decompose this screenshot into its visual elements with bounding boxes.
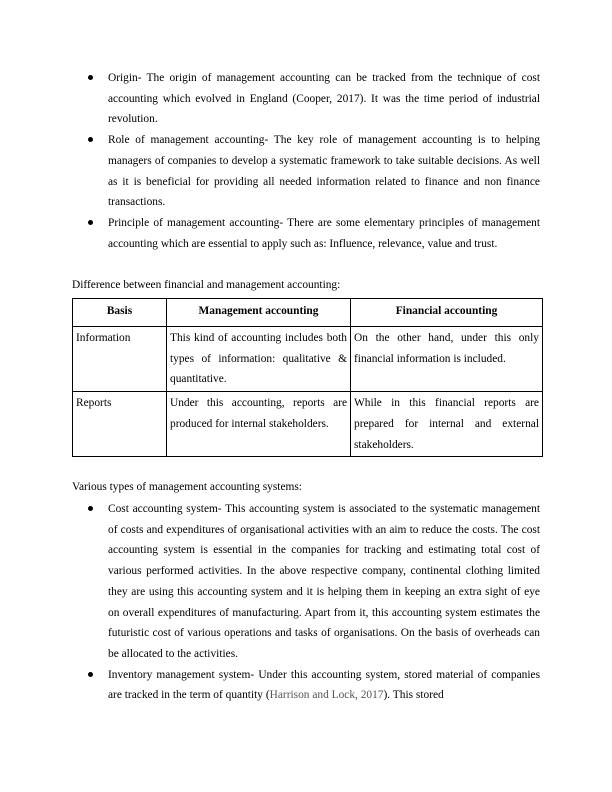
table-cell: Information xyxy=(73,327,167,392)
bullet-icon xyxy=(88,137,93,142)
citation-text: Harrison and Lock, 2017 xyxy=(269,689,384,702)
bullet-icon xyxy=(88,506,93,511)
table-header-row xyxy=(73,299,543,327)
table-cell: While in this financial reports are prepared for internal and external stakeholders. xyxy=(351,392,543,457)
column-header: Basis xyxy=(73,299,167,327)
bullet-text: Principle of management accounting- There are some elementary principles of management accounting which are essential to apply such as: Influence, relevance, value and trust. xyxy=(108,216,540,250)
table-cell: On the other hand, under this only financial information is included. xyxy=(351,327,543,392)
bullet-list-top xyxy=(108,68,540,254)
table-cell: This kind of accounting includes both types of information: qualitative & quantitative. xyxy=(167,327,351,392)
bullet-icon xyxy=(88,75,93,80)
table-cell: Reports xyxy=(73,392,167,457)
bullet-text: Role of management accounting- The key role of management accounting is to helping managers of companies to develop a systematic framework to take suitable decisions. As well as it is beneficial for providing all needed information related to finance and non finance transactions. xyxy=(108,134,540,209)
bullet-text: ). This stored xyxy=(383,689,444,702)
list-item xyxy=(108,499,540,665)
bullet-icon xyxy=(88,220,93,225)
comparison-table xyxy=(72,298,543,457)
table-row xyxy=(73,392,543,457)
list-item xyxy=(108,665,540,706)
table-row xyxy=(73,327,543,392)
list-item xyxy=(108,130,540,213)
systems-heading: Various types of management accounting systems: xyxy=(72,481,302,493)
list-item xyxy=(108,213,540,254)
bullet-text: Inventory management system- Under this accounting system, stored material of companies are tracked in the term of quantity ( xyxy=(108,668,540,702)
list-item xyxy=(108,68,540,130)
bullet-text: Origin- The origin of management accounting can be tracked from the technique of cost accounting which evolved in England (Cooper, 2017). It was the time period of industrial revolution. xyxy=(108,72,540,126)
column-header: Financial accounting xyxy=(351,299,543,327)
bullet-icon xyxy=(88,672,93,677)
table-cell: Under this accounting, reports are produced for internal stakeholders. xyxy=(167,392,351,457)
column-header: Management accounting xyxy=(167,299,351,327)
bullet-list-bottom xyxy=(108,499,540,706)
bullet-text: Cost accounting system- This accounting system is associated to the systematic management of costs and expenditures of organisational activities with an aim to reduce the costs. The cost accounting system is essential in the companies for tracking and estimating total cost of various performed activities. In the above respective company, continental clothing limited they are using this accounting system and it is helping them in keeping an extra sight of eye on overall expenditures of manufacturing. Apart from it, this accounting system estimates the futuristic cost of various operations and tasks of organisations. On the basis of overheads can be allocated to the activities. xyxy=(108,503,540,660)
table-heading: Difference between financial and management accounting: xyxy=(72,279,341,291)
